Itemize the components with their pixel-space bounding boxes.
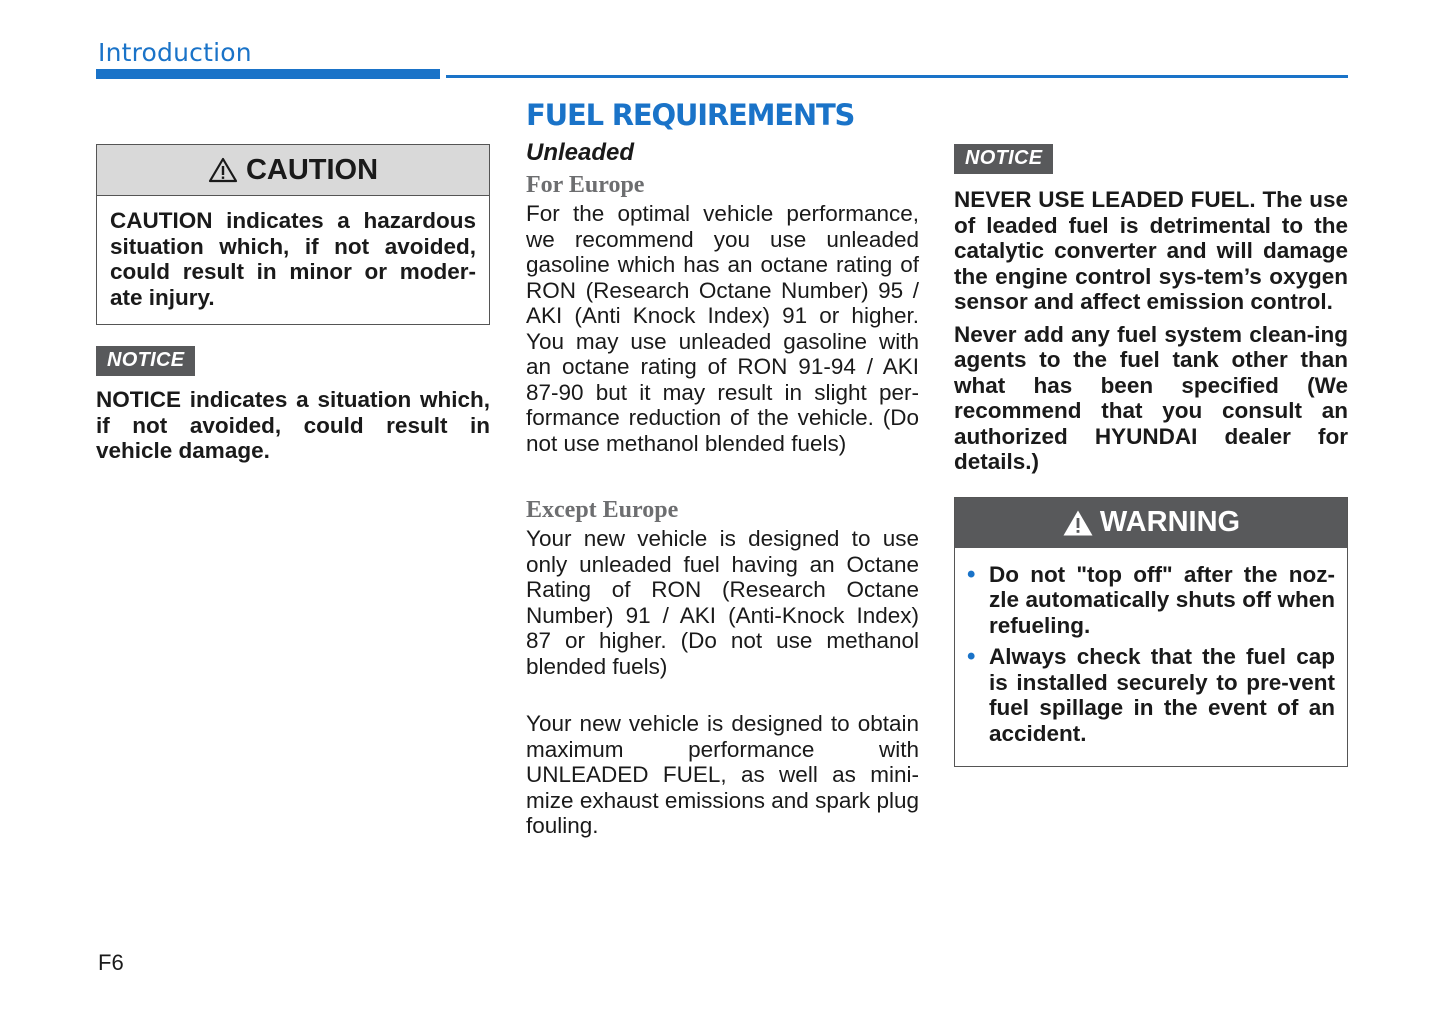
notice-tag-right: NOTICE [954,144,1053,174]
caution-heading: CAUTION [245,153,379,186]
warning-heading: WARNING [1099,506,1241,538]
warning-body [955,548,1347,767]
notice-paragraph-1: NEVER USE LEADED FUEL. The use of leaded fuel is detrimental to the catalytic converter and will damage the engine control sys-tem’s oxygen sensor and affect emission control. [954,187,1348,314]
header-rule [446,75,1348,78]
middle-column [526,96,919,839]
caution-box [96,144,490,325]
page-number: F6 [98,950,124,975]
warning-item: • Always check that the fuel cap is installed securely to pre-vent fuel spillage in the event of an accident. [967,644,1335,746]
caution-triangle-icon [208,157,238,183]
caution-text: CAUTION indicates a hazardous situation which, if not avoided, could result in minor or moder-ate injury. [110,208,476,310]
warning-list [967,562,1335,747]
warning-item: • Do not "top off" after the noz-zle automatically shuts off when refueling. [967,562,1335,639]
caution-header [97,145,489,196]
right-column [954,144,1348,767]
performance-paragraph: Your new vehicle is designed to obtain maximum performance with UNLEADED FUEL, as well as mini-mize exhaust emissions and spark plug fouling. [526,711,919,838]
except-europe-heading: Except Europe [526,497,679,523]
left-column [96,144,490,464]
notice-text-left: NOTICE indicates a situation which, if not avoided, could result in vehicle damage. [96,387,490,463]
warning-box [954,497,1348,768]
header-bar-accent [96,69,440,79]
warning-triangle-icon [1062,509,1094,537]
warning-header [955,498,1347,548]
page-title: FUEL REQUIREMENTS [526,98,855,132]
except-europe-paragraph: Your new vehicle is designed to use only unleaded fuel having an Octane Rating of RON (Research Octane Number) 91 / AKI (Anti-Knock Index) 87 or higher. (Do not use methanol blended fuels) [526,526,919,679]
europe-paragraph: For the optimal vehicle performance, we recommend you use unleaded gasoline which has an octane rating of RON (Research Octane Number) 95 / AKI (Anti Knock Index) 91 or higher. You may use unleaded gasoline with an octane rating of RON 91-94 / AKI 87-90 but it may result in slight per-formance reduction of the vehicle. (Do not use methanol blended fuels) [526,201,919,456]
notice-paragraph-2: Never add any fuel system clean-ing agents to the fuel tank other than what has been specified (We recommend that you consult an authorized HYUNDAI dealer for details.) [954,321,1348,474]
section-header: Introduction [98,38,252,67]
subsection-heading: Unleaded [526,139,635,166]
notice-tag-left: NOTICE [96,346,195,376]
europe-heading: For Europe [526,172,645,198]
